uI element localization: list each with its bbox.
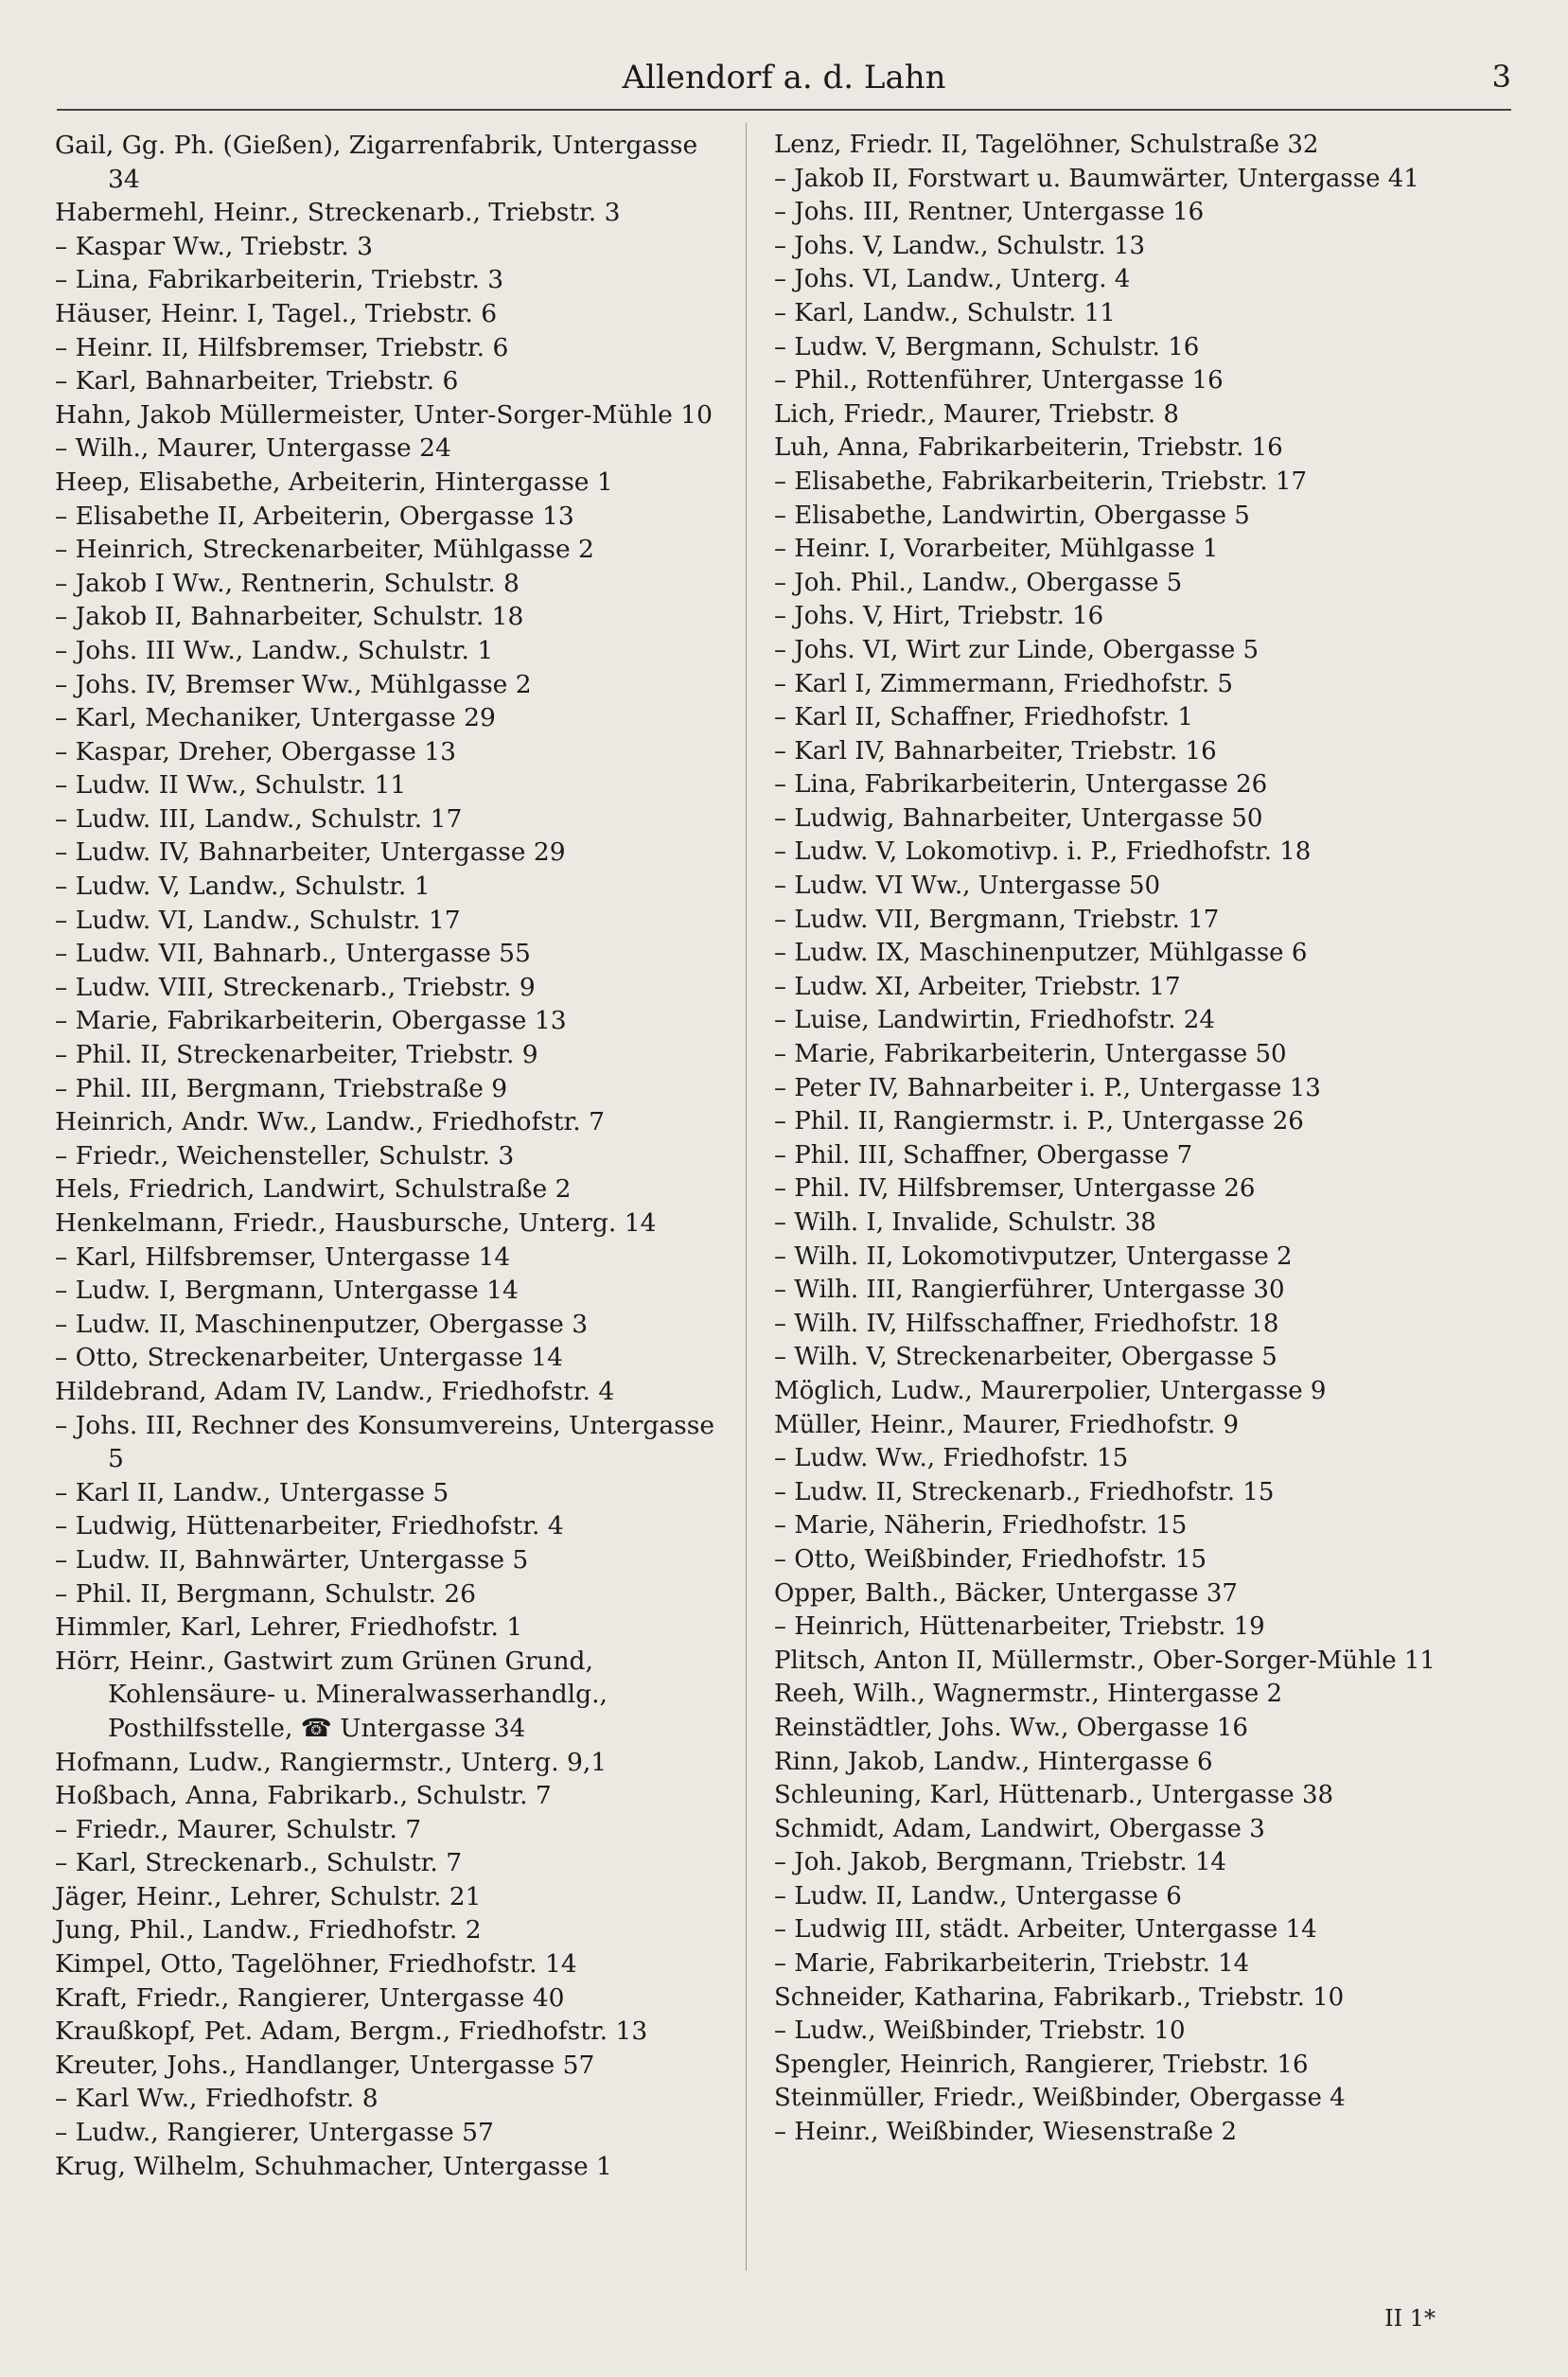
directory-entry: – Marie, Fabrikarbeiterin, Obergasse 13 xyxy=(55,1006,567,1036)
directory-entry: – Ludw. IX, Maschinenputzer, Mühlgasse 6 xyxy=(774,939,1308,968)
directory-entry: – Karl Ww., Friedhofstr. 8 xyxy=(55,2084,379,2114)
directory-entry: Kreuter, Johs., Handlanger, Untergasse 57 xyxy=(55,2050,595,2080)
directory-entry: Rinn, Jakob, Landw., Hintergasse 6 xyxy=(774,1747,1213,1776)
directory-entry: – Otto, Streckenarbeiter, Untergasse 14 xyxy=(55,1343,564,1373)
directory-entry: Kimpel, Otto, Tagelöhner, Friedhofstr. 14 xyxy=(55,1949,577,1980)
directory-entry: Habermehl, Heinr., Streckenarb., Triebstr. 3 xyxy=(55,198,621,228)
directory-entry: Plitsch, Anton II, Müllermstr., Ober-Sorger-Mühle 11 xyxy=(774,1646,1436,1675)
directory-entry: – Johs. VI, Landw., Unterg. 4 xyxy=(774,265,1131,294)
directory-entry: – Karl I, Zimmermann, Friedhofstr. 5 xyxy=(774,669,1233,698)
directory-entry: – Phil., Rottenführer, Untergasse 16 xyxy=(774,366,1224,396)
directory-entry: Gail, Gg. Ph. (Gießen), Zigarrenfabrik, Untergasse 34 xyxy=(55,131,698,194)
directory-entry: – Ludw. V, Lokomotivp. i. P., Friedhofstr. 18 xyxy=(774,837,1312,867)
directory-entry: – Wilh. V, Streckenarbeiter, Obergasse 5 xyxy=(774,1343,1277,1372)
directory-entry: – Ludw. VI Ww., Untergasse 50 xyxy=(774,872,1161,901)
directory-entry: – Heinrich, Streckenarbeiter, Mühlgasse 2 xyxy=(55,535,594,565)
page-number: 3 xyxy=(1491,59,1511,95)
directory-entry: – Jakob II, Bahnarbeiter, Schulstr. 18 xyxy=(55,602,524,632)
directory-entry: Schneider, Katharina, Fabrikarb., Triebstr. 10 xyxy=(774,1982,1345,2012)
directory-entry: – Joh. Phil., Landw., Obergasse 5 xyxy=(774,568,1183,597)
running-head xyxy=(57,57,1511,104)
directory-entry: Opper, Balth., Bäcker, Untergasse 37 xyxy=(774,1578,1238,1608)
directory-entry: – Ludwig III, städt. Arbeiter, Untergasse 14 xyxy=(774,1915,1317,1945)
directory-entry: – Ludw. II, Bahnwärter, Untergasse 5 xyxy=(55,1544,529,1575)
directory-entry: – Ludw. II, Landw., Untergasse 6 xyxy=(774,1881,1182,1910)
directory-entry: – Ludw. VIII, Streckenarb., Triebstr. 9 xyxy=(55,972,536,1002)
left-column xyxy=(55,129,736,2183)
directory-entry: Schmidt, Adam, Landwirt, Obergasse 3 xyxy=(774,1814,1265,1843)
directory-entry: – Elisabethe, Fabrikarbeiterin, Triebstr. 17 xyxy=(774,467,1307,496)
directory-entry: – Karl, Streckenarb., Schulstr. 7 xyxy=(55,1848,463,1878)
directory-entry: – Ludw. XI, Arbeiter, Triebstr. 17 xyxy=(774,972,1181,1001)
directory-entry: Steinmüller, Friedr., Weißbinder, Obergasse 4 xyxy=(774,2084,1346,2113)
directory-entry: – Kaspar Ww., Triebstr. 3 xyxy=(55,231,373,261)
directory-entry: Häuser, Heinr. I, Tagel., Triebstr. 6 xyxy=(55,298,498,328)
directory-entry: Hoßbach, Anna, Fabrikarb., Schulstr. 7 xyxy=(55,1781,552,1811)
directory-entry: Kraft, Friedr., Rangierer, Untergasse 40 xyxy=(55,1982,565,2013)
directory-entry: – Karl II, Schaffner, Friedhofstr. 1 xyxy=(774,703,1193,732)
directory-entry: Lenz, Friedr. II, Tagelöhner, Schulstraße 32 xyxy=(774,131,1319,159)
directory-entry: – Joh. Jakob, Bergmann, Triebstr. 14 xyxy=(774,1848,1226,1877)
header-rule xyxy=(57,109,1511,111)
directory-entry: – Ludw. V, Landw., Schulstr. 1 xyxy=(55,872,431,902)
directory-entry: Henkelmann, Friedr., Hausbursche, Unterg. 14 xyxy=(55,1208,657,1238)
directory-entry: – Wilh. I, Invalide, Schulstr. 38 xyxy=(774,1208,1156,1237)
directory-entry: Kraußkopf, Pet. Adam, Bergm., Friedhofstr. 13 xyxy=(55,2016,648,2047)
directory-entry: – Ludw. V, Bergmann, Schulstr. 16 xyxy=(774,332,1200,361)
directory-entry: – Johs. III Ww., Landw., Schulstr. 1 xyxy=(55,635,494,665)
directory-entry: – Marie, Fabrikarbeiterin, Untergasse 50 xyxy=(774,1040,1287,1069)
directory-entry: – Wilh., Maurer, Untergasse 24 xyxy=(55,433,451,464)
directory-entry: Jäger, Heinr., Lehrer, Schulstr. 21 xyxy=(55,1881,482,1911)
directory-entry: – Ludw. IV, Bahnarbeiter, Untergasse 29 xyxy=(55,837,566,868)
directory-entry: – Elisabethe, Landwirtin, Obergasse 5 xyxy=(774,501,1250,530)
directory-entry: Lich, Friedr., Maurer, Triebstr. 8 xyxy=(774,399,1179,429)
directory-entry: – Phil. II, Streckenarbeiter, Triebstr. 9 xyxy=(55,1040,538,1070)
directory-entry: – Phil. III, Schaffner, Obergasse 7 xyxy=(774,1140,1193,1170)
directory-entry: – Ludw. Ww., Friedhofstr. 15 xyxy=(774,1444,1129,1473)
directory-entry: – Ludw. I, Bergmann, Untergasse 14 xyxy=(55,1276,519,1306)
directory-entry: Reinstädtler, Johs. Ww., Obergasse 16 xyxy=(774,1713,1248,1742)
directory-entry: Heep, Elisabethe, Arbeiterin, Hintergasse 1 xyxy=(55,467,613,497)
directory-entry: Reeh, Wilh., Wagnermstr., Hintergasse 2 xyxy=(774,1680,1283,1709)
directory-entry: – Marie, Fabrikarbeiterin, Triebstr. 14 xyxy=(774,1949,1250,1979)
directory-entry: – Karl, Bahnarbeiter, Triebstr. 6 xyxy=(55,366,459,396)
directory-entry: – Phil. IV, Hilfsbremser, Untergasse 26 xyxy=(774,1174,1256,1204)
directory-entry: – Wilh. II, Lokomotivputzer, Untergasse 2 xyxy=(774,1241,1293,1271)
directory-entry: – Jakob II, Forstwart u. Baumwärter, Untergasse 41 xyxy=(774,164,1419,193)
directory-entry: – Karl, Hilfsbremser, Untergasse 14 xyxy=(55,1241,511,1272)
directory-entry: Möglich, Ludw., Maurerpolier, Untergasse 9 xyxy=(774,1376,1327,1405)
directory-entry: – Lina, Fabrikarbeiterin, Triebstr. 3 xyxy=(55,265,504,295)
directory-entry: – Lina, Fabrikarbeiterin, Untergasse 26 xyxy=(774,770,1268,800)
directory-entry: – Phil. II, Rangiermstr. i. P., Untergasse 26 xyxy=(774,1107,1304,1136)
directory-entry: Spengler, Heinrich, Rangierer, Triebstr. 16 xyxy=(774,2050,1309,2079)
directory-entry: Schleuning, Karl, Hüttenarb., Untergasse 38 xyxy=(774,1781,1334,1810)
directory-entry: – Peter IV, Bahnarbeiter i. P., Untergasse 13 xyxy=(774,1073,1321,1102)
directory-entry: – Heinr., Weißbinder, Wiesenstraße 2 xyxy=(774,2118,1237,2147)
directory-entry: – Jakob I Ww., Rentnerin, Schulstr. 8 xyxy=(55,568,520,598)
directory-entry: – Marie, Näherin, Friedhofstr. 15 xyxy=(774,1511,1188,1541)
directory-entry: – Ludw. VII, Bergmann, Triebstr. 17 xyxy=(774,905,1220,934)
directory-entry: – Johs. III, Rechner des Konsumvereins, Untergasse 5 xyxy=(55,1410,715,1474)
directory-entry: – Ludw., Rangierer, Untergasse 57 xyxy=(55,2118,494,2148)
directory-entry: Jung, Phil., Landw., Friedhofstr. 2 xyxy=(55,1915,482,1946)
directory-entry: – Ludw., Weißbinder, Triebstr. 10 xyxy=(774,2016,1186,2046)
directory-entry: – Johs. III, Rentner, Untergasse 16 xyxy=(774,198,1205,227)
directory-entry: – Ludw. III, Landw., Schulstr. 17 xyxy=(55,803,463,834)
directory-entry: Krug, Wilhelm, Schuhmacher, Untergasse 1 xyxy=(55,2151,612,2181)
directory-entry: – Karl, Mechaniker, Untergasse 29 xyxy=(55,703,496,733)
directory-entry: – Friedr., Weichensteller, Schulstr. 3 xyxy=(55,1140,515,1171)
directory-entry: Luh, Anna, Fabrikarbeiterin, Triebstr. 16 xyxy=(774,433,1283,463)
directory-entry: Hildebrand, Adam IV, Landw., Friedhofstr. 4 xyxy=(55,1376,615,1406)
directory-entry: – Ludwig, Bahnarbeiter, Untergasse 50 xyxy=(774,803,1263,833)
directory-entry: Heinrich, Andr. Ww., Landw., Friedhofstr. 7 xyxy=(55,1107,606,1137)
running-title: Allendorf a. d. Lahn xyxy=(622,59,946,97)
directory-entry: – Karl, Landw., Schulstr. 11 xyxy=(774,298,1116,327)
directory-entry: Hörr, Heinr., Gastwirt zum Grünen Grund, Kohlensäure- u. Mineralwasserhandlg., Posthilfsstelle, ☎ Untergasse 34 xyxy=(55,1646,608,1743)
directory-entry: Hofmann, Ludw., Rangiermstr., Unterg. 9,1 xyxy=(55,1747,608,1777)
directory-entry: – Kaspar, Dreher, Obergasse 13 xyxy=(55,736,457,766)
right-column xyxy=(774,129,1455,2150)
directory-entry: – Ludw. II, Maschinenputzer, Obergasse 3 xyxy=(55,1309,589,1339)
directory-entry: – Wilh. IV, Hilfsschaffner, Friedhofstr. 18 xyxy=(774,1309,1279,1338)
directory-entry: – Ludw. II, Streckenarb., Friedhofstr. 15 xyxy=(774,1477,1275,1506)
directory-entry: – Phil. II, Bergmann, Schulstr. 26 xyxy=(55,1578,477,1609)
column-divider xyxy=(746,123,747,2271)
directory-entry: – Ludw. VI, Landw., Schulstr. 17 xyxy=(55,905,461,935)
directory-entry: – Johs. IV, Bremser Ww., Mühlgasse 2 xyxy=(55,669,532,699)
directory-entry: – Ludwig, Hüttenarbeiter, Friedhofstr. 4 xyxy=(55,1511,564,1541)
directory-entry: – Otto, Weißbinder, Friedhofstr. 15 xyxy=(774,1544,1207,1574)
directory-entry: – Elisabethe II, Arbeiterin, Obergasse 13 xyxy=(55,501,574,531)
directory-entry: – Wilh. III, Rangierführer, Untergasse 30 xyxy=(774,1276,1285,1305)
directory-entry: – Karl II, Landw., Untergasse 5 xyxy=(55,1477,449,1507)
directory-entry: – Johs. VI, Wirt zur Linde, Obergasse 5 xyxy=(774,635,1260,664)
sheet-signature: II 1* xyxy=(1384,2305,1436,2332)
directory-entry: Hels, Friedrich, Landwirt, Schulstraße 2 xyxy=(55,1174,572,1205)
directory-entry: – Friedr., Maurer, Schulstr. 7 xyxy=(55,1814,422,1844)
directory-entry: – Johs. V, Hirt, Triebstr. 16 xyxy=(774,602,1104,631)
directory-entry: Müller, Heinr., Maurer, Friedhofstr. 9 xyxy=(774,1410,1240,1439)
directory-entry: – Ludw. VII, Bahnarb., Untergasse 55 xyxy=(55,939,531,969)
directory-entry: – Ludw. II Ww., Schulstr. 11 xyxy=(55,770,407,801)
directory-entry: – Heinrich, Hüttenarbeiter, Triebstr. 19 xyxy=(774,1612,1265,1642)
directory-entry: – Luise, Landwirtin, Friedhofstr. 24 xyxy=(774,1006,1215,1035)
directory-entry: Himmler, Karl, Lehrer, Friedhofstr. 1 xyxy=(55,1612,523,1643)
directory-entry: – Karl IV, Bahnarbeiter, Triebstr. 16 xyxy=(774,736,1217,766)
directory-entry: – Heinr. II, Hilfsbremser, Triebstr. 6 xyxy=(55,332,509,362)
directory-entry: – Johs. V, Landw., Schulstr. 13 xyxy=(774,231,1145,260)
directory-entry: Hahn, Jakob Müllermeister, Unter-Sorger-Mühle 10 xyxy=(55,399,714,430)
directory-entry: – Phil. III, Bergmann, Triebstraße 9 xyxy=(55,1073,508,1103)
directory-entry: – Heinr. I, Vorarbeiter, Mühlgasse 1 xyxy=(774,535,1219,564)
